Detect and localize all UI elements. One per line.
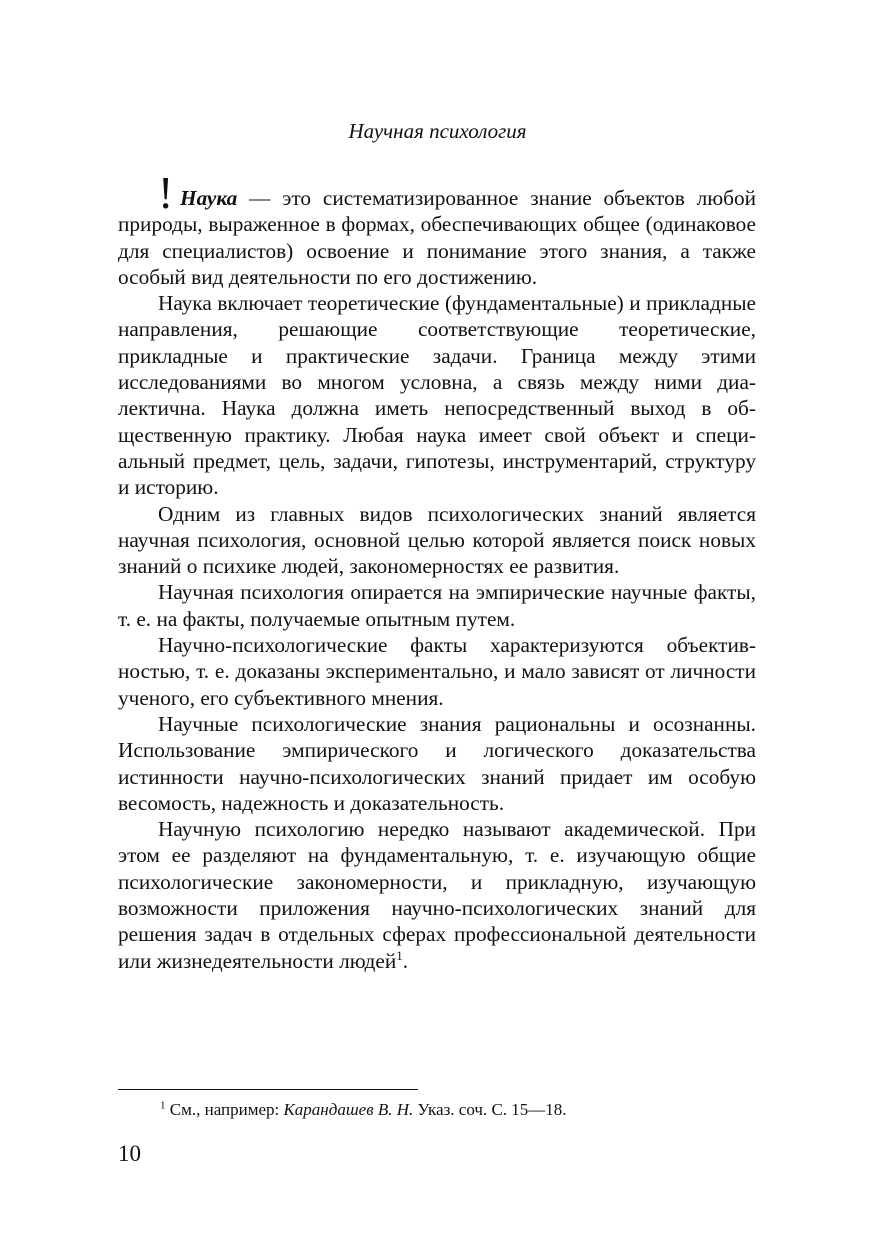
- footnote-author: Карандашев В. Н.: [283, 1100, 414, 1119]
- body-text: [118, 167, 756, 974]
- running-head: Научная психология: [348, 119, 527, 143]
- footnote: [160, 1098, 760, 1122]
- paragraph: Научная психология опирается на эмпирические научные факты, т. е. на факты, получаемые опытным путем.: [118, 580, 756, 631]
- definition-text: — это систематизированное знание объектов любой природы, выраженное в формах, обеспечивающих общее (одинаковое для специалистов) освоение и понимание этого знания, а также особый вид деятельности по его достижению.: [118, 186, 756, 289]
- paragraph: Научные психологические знания рациональны и осознанны. Использование эмпирического и логического доказательства истинности научно-психологических знаний придает им особую весомость, надежность и доказательность.: [118, 711, 756, 815]
- paragraph-last-text: Научную психологию нередко называют академической. При этом ее разделяют на фундаментальную, т. е. изучающую общие психологические закономерности, и прикладную, изучающую возможности приложения научно-психологических знаний для решения задач в отдельных сферах профессиональной деятельности или жизнедеятельности людей: [118, 817, 756, 973]
- paragraph: Наука включает теоретические (фундаментальные) и прикладные направления, решающие соответствующие теоретические, прикладные и практические задачи. Граница между этими исследованиями во многом условна, а связь между ними диалектична. Наука должна иметь непосредственный выход в общественную практику. Любая наука имеет свой объект и специальный предмет, цель, задачи, гипотезы, инструментарий, структуру и историю.: [118, 291, 756, 500]
- paragraph-last: [118, 816, 756, 974]
- footnote-divider: [118, 1089, 418, 1090]
- footnote-mark: 1: [160, 1099, 166, 1112]
- exclamation-mark-icon: !: [158, 167, 174, 218]
- page-number: 10: [118, 1141, 141, 1166]
- paragraph-last-end: .: [402, 948, 409, 973]
- definition-paragraph: [118, 167, 756, 290]
- defined-term: Наука: [180, 186, 238, 210]
- paragraph: Одним из главных видов психологических знаний является научная психология, основной целью которой является поиск новых знаний о психике людей, закономерностях ее развития.: [118, 501, 756, 579]
- footnote-reference[interactable]: 1: [396, 947, 403, 963]
- footnote-prefix: См., например:: [165, 1100, 284, 1119]
- paragraph: Научно-психологические факты характеризуются объективностью, т. е. доказаны экспериментально, и мало зависят от личности ученого, его субъективного мнения.: [118, 633, 756, 710]
- footnote-rest: Указ. соч. С. 15—18.: [413, 1100, 567, 1119]
